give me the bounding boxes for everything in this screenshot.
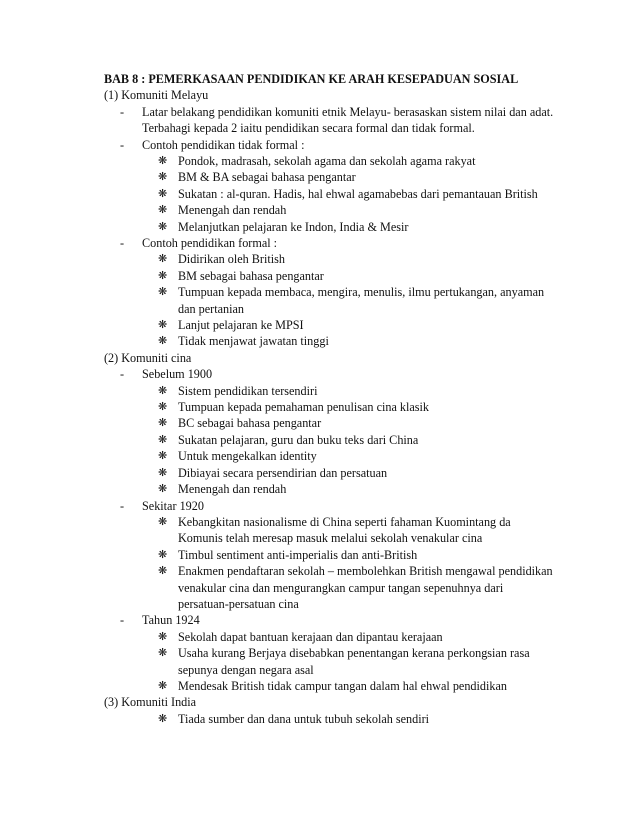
asterism-bullet-icon: ❋ [158,220,168,233]
bullet-item [104,645,584,661]
bullet-item [104,268,584,284]
bullet-text: Pondok, madrasah, sekolah agama dan sekolah agama rakyat [178,154,476,168]
asterism-bullet-icon: ❋ [158,450,168,463]
bullet-text: Usaha kurang Berjaya disebabkan penentangan kerana perkongsian rasa [178,646,530,661]
bullet-item [104,448,584,464]
dash-marker: - [120,498,125,513]
asterism-bullet-icon: ❋ [158,155,168,167]
bullet-item [104,481,584,497]
section-block [104,87,584,349]
section-block [104,694,584,727]
asterism-bullet-icon: ❋ [158,483,168,496]
bullet-item [104,202,584,218]
bullet-text: Kebangkitan nasionalisme di China seperti fahaman Kuomintang da [178,514,511,529]
bullet-text: Sukatan pelajaran, guru dan buku teks dari China [178,432,419,447]
list-item-text: Tahun 1924 [142,613,200,628]
bullet-continuation [104,530,584,546]
list-item-text: Sebelum 1900 [142,367,213,382]
bullet-item [104,333,584,349]
asterism-bullet-icon: ❋ [158,319,168,332]
dash-marker: - [120,236,125,251]
asterism-bullet-icon: ❋ [158,433,168,446]
bullet-text: BM & BA sebagai bahasa pengantar [178,170,356,185]
bullet-item [104,383,584,399]
asterism-bullet-icon: ❋ [158,269,168,282]
list-item-text: Latar belakang pendidikan komuniti etnik Melayu- berasaskan sistem nilai dan adat. [142,104,554,119]
bullet-text: Enakmen pendaftaran sekolah – membolehkan British mengawal pendidikan [178,564,553,579]
asterism-bullet-icon: ❋ [158,647,168,660]
section-block [104,350,584,695]
bullet-text: Tumpuan kepada pemahaman penulisan cina klasik [178,400,430,415]
dash-marker: - [120,104,125,119]
bullet-item [104,317,584,333]
list-item-continuation: Terbahagi kepada 2 iaitu pendidikan secara formal dan tidak formal. [142,121,475,136]
bullet-text: venakular cina dan mengurangkan campur tangan sepenuhnya dari [178,580,504,595]
bullet-text: Melanjutkan pelajaran ke Indon, India & Mesir [178,219,409,234]
asterism-bullet-icon: ❋ [158,204,168,217]
bullet-text: Lanjut pelajaran ke MPSI [178,318,304,333]
bullet-item [104,432,584,448]
bullet-text: BC sebagai bahasa pengantar [178,416,322,431]
list-item-dash [104,366,584,382]
bullet-text: Sekolah dapat bantuan kerajaan dan dipantau kerajaan [178,629,443,644]
sections-container [104,87,584,727]
bullet-text: Mendesak British tidak campur tangan dalam hal ehwal pendidikan [178,678,507,693]
bullet-item [104,153,584,169]
asterism-bullet-icon: ❋ [158,466,168,479]
asterism-bullet-icon: ❋ [158,679,168,692]
bullet-text: Timbul sentiment anti-imperialis dan anti-British [178,547,418,562]
asterism-bullet-icon: ❋ [158,253,168,266]
bullet-item [104,465,584,481]
bullet-continuation [104,580,584,596]
asterism-bullet-icon: ❋ [158,417,168,430]
asterism-bullet-icon: ❋ [158,187,168,200]
bullet-item [104,563,584,579]
bullet-item [104,547,584,563]
section-heading: (3) Komuniti India [104,695,197,710]
bullet-text: sepunya dengan negara asal [178,662,314,677]
section-heading: (1) Komuniti Melayu [104,88,209,103]
bullet-item [104,629,584,645]
bullet-text: Sukatan : al-quran. Hadis, hal ehwal agamabebas dari pemantauan British [178,186,538,201]
dash-marker: - [120,137,125,152]
list-item-text: Sekitar 1920 [142,498,204,513]
dash-marker: - [120,613,125,628]
bullet-item [104,514,584,530]
bullet-item [104,186,584,202]
list-item-dash [104,235,584,251]
asterism-bullet-icon: ❋ [158,171,168,184]
bullet-item [104,399,584,415]
bullet-item [104,169,584,185]
document-content [104,71,584,727]
bullet-text: persatuan-persatuan cina [178,596,299,611]
list-item-dash [104,104,584,120]
document-title: BAB 8 : PEMERKASAAN PENDIDIKAN KE ARAH KESEPADUAN SOSIAL [104,72,519,86]
list-item-text: Contoh pendidikan formal : [142,236,278,251]
bullet-text: Tumpuan kepada membaca, mengira, menulis, ilmu pertukangan, anyaman [178,285,545,300]
asterism-bullet-icon: ❋ [158,515,168,528]
bullet-text: Menengah dan rendah [178,203,287,218]
bullet-item [104,415,584,431]
section-heading: (2) Komuniti cina [104,350,192,365]
bullet-text: Untuk mengekalkan identity [178,449,317,464]
list-item-dash [104,137,584,153]
asterism-bullet-icon: ❋ [158,565,168,578]
asterism-bullet-icon: ❋ [158,548,168,561]
list-item-dash [104,612,584,628]
asterism-bullet-icon: ❋ [158,401,168,414]
asterism-bullet-icon: ❋ [158,712,168,725]
bullet-text: Menengah dan rendah [178,482,287,497]
bullet-text: Didirikan oleh British [178,252,285,267]
bullet-item [104,284,584,300]
bullet-continuation [104,301,584,317]
asterism-bullet-icon: ❋ [158,335,168,348]
asterism-bullet-icon: ❋ [158,286,168,299]
dash-marker: - [120,367,125,382]
bullet-continuation [104,596,584,612]
bullet-text: dan pertanian [178,301,244,316]
bullet-item [104,711,584,727]
list-item-text: Contoh pendidikan tidak formal : [142,137,305,152]
bullet-text: Sistem pendidikan tersendiri [178,383,318,398]
bullet-text: Dibiayai secara persendirian dan persatuan [178,465,388,480]
asterism-bullet-icon: ❋ [158,630,168,643]
bullet-text: BM sebagai bahasa pengantar [178,268,324,283]
asterism-bullet-icon: ❋ [158,384,168,397]
bullet-text: Komunis telah meresap masuk melalui sekolah venakular cina [178,531,483,546]
list-item-dash [104,498,584,514]
bullet-continuation [104,662,584,678]
bullet-text: Tiada sumber dan dana untuk tubuh sekolah sendiri [178,711,430,726]
bullet-text: Tidak menjawat jawatan tinggi [178,334,329,349]
bullet-item [104,219,584,235]
bullet-item [104,251,584,267]
bullet-item [104,678,584,694]
